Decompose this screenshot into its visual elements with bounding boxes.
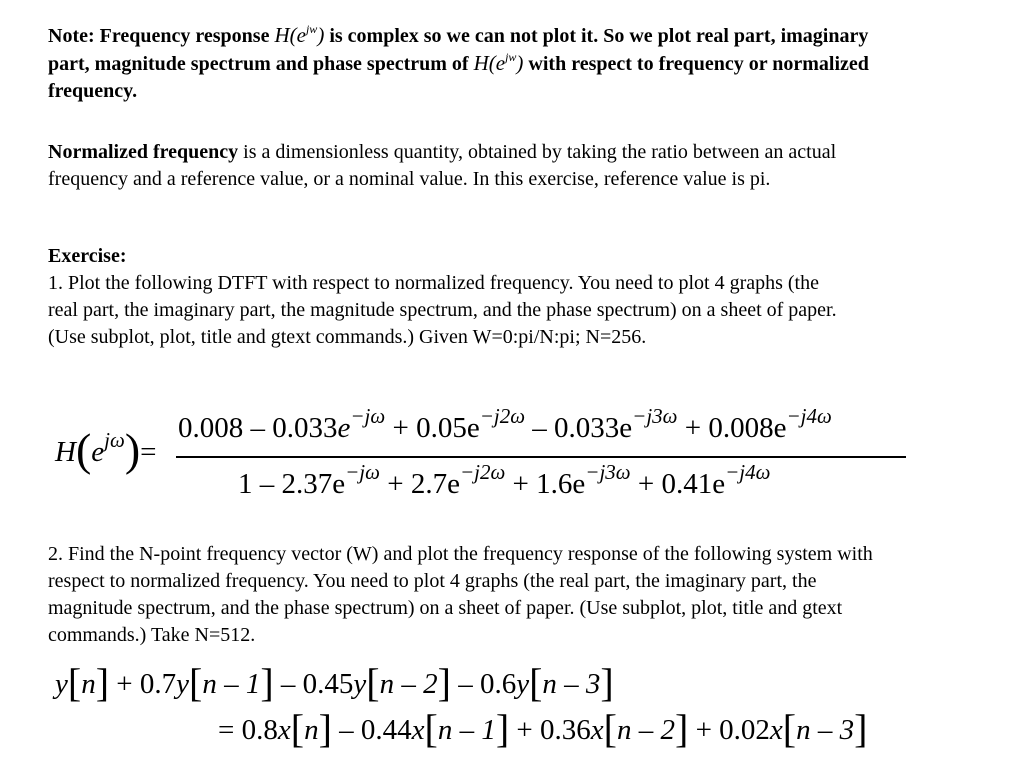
exercise-item-1: 1. Plot the following DTFT with respect to normalized frequency. You need to plot 4 graphs (the real part, the imaginary part, the magnitude spectrum, and the phase spectrum) on a sheet of paper. (Use subplot, plot, title and gtext commands.) Given W=0:pi/N:pi; N=256. [48, 272, 837, 348]
h-symbol-2: $H(e^{jw})$ [473, 50, 524, 75]
normalized-term: Normalized frequency [48, 141, 239, 163]
eq1-lhs: $H(e^{j\omega})=$ [55, 424, 157, 475]
eq1-fraction-bar [176, 456, 906, 458]
exercise-item-2: 2. Find the N-point frequency vector (W) and plot the frequency response of the following system with respect to normalized frequency. You need to plot 4 graphs (the real part, the imaginary part, the magnitude spectrum, and the phase spectrum) on a sheet of paper. (Use subplot, plot, title and gtext commands.) Take N=512. [48, 543, 873, 646]
note-paragraph: Note: Frequency response $H(e^{jw})$ is complex so we can not plot it. So we plot real part, imaginary part, magnitude spectrum and phase spectrum of $H(e^{jw})$ with respect to frequency or normalized frequency. [48, 22, 869, 102]
eq1-denominator: $1 - 2.37e^{-j\omega} + 2.7e^{-j2\omega} + 1.6e^{-j3\omega} + 0.41e^{-j4\omega}$ [238, 460, 771, 500]
h-symbol: $H(e^{jw})$ [274, 22, 325, 47]
normalized-frequency-paragraph: Normalized frequency is a dimensionless quantity, obtained by taking the ratio between an actual frequency and a reference value, or a nominal value. In this exercise, reference value is pi. [48, 141, 837, 190]
exercise-heading: Exercise: [48, 245, 127, 267]
eq2-line-2: = 0.8x[n] – 0.44x[n – 1] + 0.36x[n – 2] + 0.02x[n – 3] [218, 706, 868, 751]
eq1-numerator: $0.008 - 0.033e^{-j\omega} + 0.05e^{-j2\omega} - 0.033e^{-j3\omega} + 0.008e^{-j4\omega}$ [178, 404, 832, 444]
note-label: Note: [48, 25, 95, 47]
eq2-line-1: y[n] + 0.7y[n – 1] – 0.45y[n – 2] – 0.6y[n – 3] [55, 660, 614, 705]
